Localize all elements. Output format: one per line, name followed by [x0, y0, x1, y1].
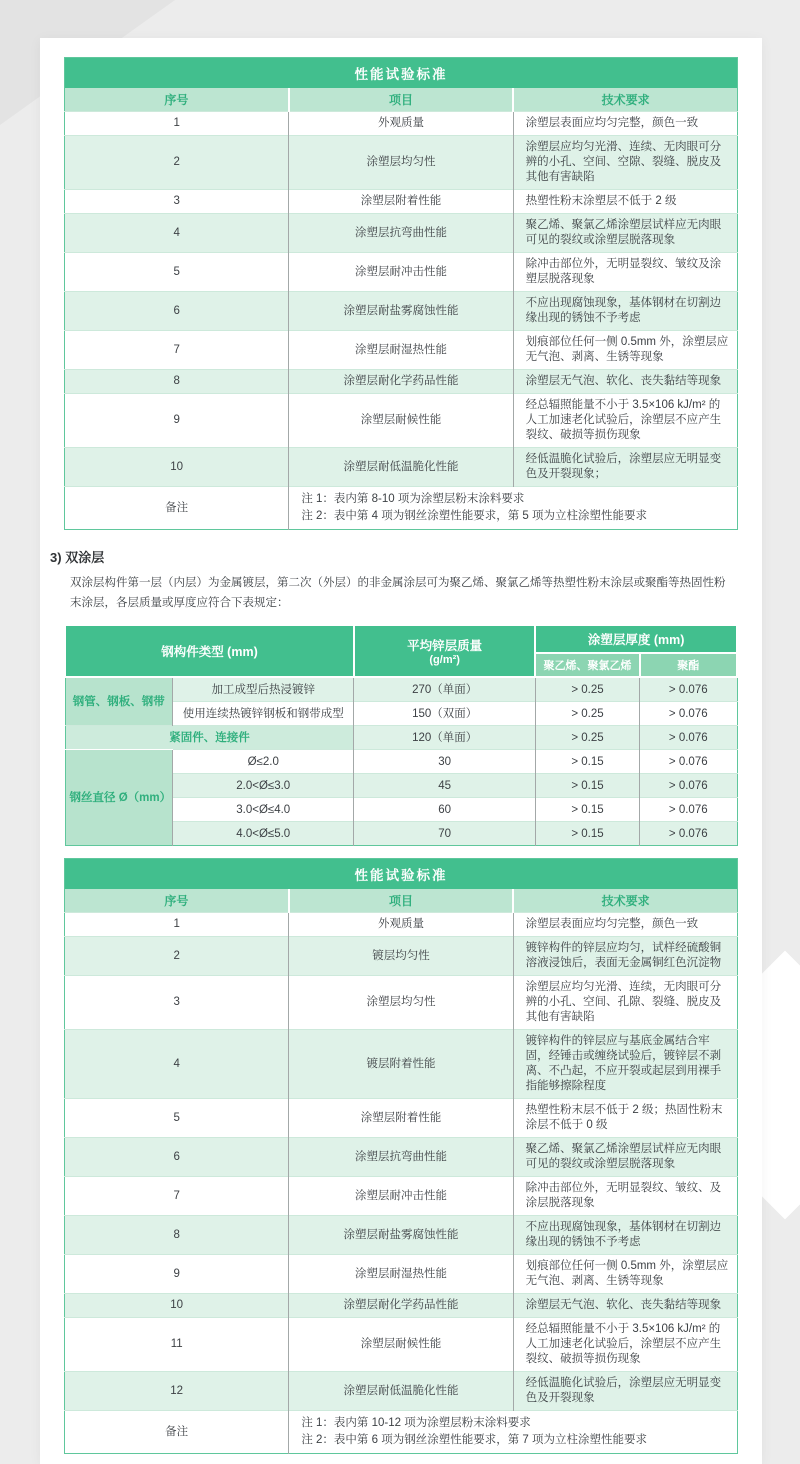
row-requirement: 热塑性粉末层不低于 2 级；热固性粉末涂层不低于 0 级 [513, 1099, 737, 1138]
row-number: 1 [65, 913, 289, 937]
group-label-wire-diameter: 钢丝直径 Ø（mm） [65, 750, 173, 846]
group-label-steel-pipe: 钢管、钢板、钢带 [65, 677, 173, 726]
row-requirement: 涂塑层无气泡、软化、丧失黏结等现象 [513, 370, 737, 394]
row-item: 外观质量 [289, 913, 513, 937]
spec-cell: > 0.15 [535, 822, 639, 846]
row-requirement: 不应出现腐蚀现象，基体钢材在切割边缘出现的锈蚀不予考虑 [513, 292, 737, 331]
column-header-no: 序号 [65, 88, 289, 112]
spec-cell: 45 [354, 774, 535, 798]
row-item: 涂塑层耐湿热性能 [289, 331, 513, 370]
spec-cell: > 0.15 [535, 798, 639, 822]
table-row [65, 214, 738, 253]
subheader-pe-pvc: 聚乙烯、聚氯乙烯 [535, 653, 639, 677]
table-row [65, 1318, 738, 1372]
row-number: 3 [65, 190, 289, 214]
table-row [65, 448, 738, 487]
spec-row [65, 750, 737, 774]
table-row [65, 136, 738, 190]
row-number: 12 [65, 1372, 289, 1411]
row-number: 1 [65, 112, 289, 136]
spec-cell: 4.0<Ø≤5.0 [173, 822, 354, 846]
row-item: 涂塑层均匀性 [289, 136, 513, 190]
spec-cell: 加工成型后热浸镀锌 [173, 677, 354, 702]
spec-cell: > 0.076 [640, 677, 737, 702]
notes-cell [289, 1411, 738, 1454]
table-row [65, 1216, 738, 1255]
row-item: 涂塑层耐化学药品性能 [289, 370, 513, 394]
row-item: 涂塑层抗弯曲性能 [289, 214, 513, 253]
table-row [65, 913, 738, 937]
note-line-1: 注 1：表内第 10-12 项为涂塑层粉末涂料要求 [301, 1417, 531, 1430]
column-header-item: 项目 [289, 889, 513, 913]
spec-cell: 使用连续热镀锌钢板和钢带成型 [173, 702, 354, 726]
notes-row [65, 1411, 738, 1454]
row-requirement: 经总辐照能量不小于 3.5×106 kJ/m² 的人工加速老化试验后，涂塑层不应产生裂纹、破损等损伤现象 [513, 394, 737, 448]
table-title-row [65, 859, 738, 890]
row-item: 涂塑层附着性能 [289, 190, 513, 214]
row-item: 涂塑层耐化学药品性能 [289, 1294, 513, 1318]
row-item: 涂塑层耐低温脆化性能 [289, 448, 513, 487]
spec-cell: > 0.25 [535, 702, 639, 726]
note-line-2: 注 2：表中第 4 项为钢丝涂塑性能要求，第 5 项为立柱涂塑性能要求 [301, 510, 647, 522]
spec-cell: > 0.076 [640, 798, 737, 822]
row-requirement: 热塑性粉末涂塑层不低于 2 级 [513, 190, 737, 214]
table-title: 性能试验标准 [65, 58, 738, 89]
row-requirement: 涂塑层应均匀光滑、连续，无肉眼可分辨的小孔、空间、孔隙、裂缝、脱皮及其他有害缺陷 [513, 976, 737, 1030]
table-row [65, 292, 738, 331]
row-number: 2 [65, 136, 289, 190]
fastener-label: 紧固件、连接件 [65, 726, 354, 750]
row-number: 7 [65, 331, 289, 370]
spec-cell: > 0.25 [535, 726, 639, 750]
header-coating-thickness: 涂塑层厚度 (mm) [535, 625, 737, 653]
notes-cell [289, 487, 738, 530]
note-line-2: 注 2：表中第 6 项为钢丝涂塑性能要求，第 7 项为立柱涂塑性能要求 [301, 1434, 647, 1447]
row-number: 4 [65, 214, 289, 253]
row-number: 5 [65, 1099, 289, 1138]
table-row [65, 394, 738, 448]
table-header-row [65, 889, 738, 913]
row-requirement: 除冲击部位外，无明显裂纹、皱纹、及涂层脱落现象 [513, 1177, 737, 1216]
row-number: 9 [65, 394, 289, 448]
table-row [65, 370, 738, 394]
row-number: 8 [65, 370, 289, 394]
row-item: 外观质量 [289, 112, 513, 136]
table-row [65, 1177, 738, 1216]
row-requirement: 经低温脆化试验后，涂塑层应无明显变色及开裂现象 [513, 1372, 737, 1411]
spec-cell: 70 [354, 822, 535, 846]
row-number: 10 [65, 1294, 289, 1318]
header-steel-type: 钢构件类型 (mm) [65, 625, 354, 677]
row-requirement: 不应出现腐蚀现象，基体钢材在切割边缘出现的锈蚀不予考虑 [513, 1216, 737, 1255]
table-row [65, 331, 738, 370]
row-requirement: 划痕部位任何一侧 0.5mm 外，涂塑层应无气泡、剥离、生锈等现象 [513, 1255, 737, 1294]
notes-label: 备注 [65, 1411, 289, 1454]
table-row [65, 253, 738, 292]
row-requirement: 经总辐照能量不小于 3.5×106 kJ/m² 的人工加速老化试验后，涂塑层不应产生裂纹、破损等损伤现象 [513, 1318, 737, 1372]
spec-cell: > 0.25 [535, 677, 639, 702]
table-row [65, 937, 738, 976]
subheader-polyester: 聚酯 [640, 653, 737, 677]
section-paragraph: 双涂层构件第一层（内层）为金属镀层，第二次（外层）的非金属涂层可为聚乙烯、聚氯乙烯等热塑性粉末涂层或聚酯等热固性粉末涂层，各层质量或厚度应符合下表规定： [70, 577, 726, 610]
spec-cell: > 0.15 [535, 774, 639, 798]
document-page [40, 38, 762, 1464]
table-row [65, 190, 738, 214]
table-row [65, 1255, 738, 1294]
spec-cell: > 0.076 [640, 774, 737, 798]
row-item: 涂塑层耐湿热性能 [289, 1255, 513, 1294]
row-item: 镀层附着性能 [289, 1030, 513, 1099]
row-requirement: 镀锌构件的锌层应均匀，试样经硫酸铜溶液浸蚀后，表面无金属铜红色沉淀物 [513, 937, 737, 976]
spec-cell: 30 [354, 750, 535, 774]
row-item: 涂塑层耐候性能 [289, 394, 513, 448]
header-zinc-mass-line2: (g/m²) [429, 654, 460, 667]
column-header-requirement: 技术要求 [513, 88, 737, 112]
column-header-item: 项目 [289, 88, 513, 112]
spec-row-fasteners [65, 726, 737, 750]
header-zinc-mass-line1: 平均锌层质量 [407, 639, 483, 654]
performance-test-table-2 [64, 858, 738, 1454]
performance-test-table-1 [64, 57, 738, 530]
row-requirement: 涂塑层表面应均匀完整，颜色一致 [513, 112, 737, 136]
spec-cell: 150（双面） [354, 702, 535, 726]
row-requirement: 聚乙烯、聚氯乙烯涂塑层试样应无肉眼可见的裂纹或涂塑层脱落现象 [513, 1138, 737, 1177]
row-number: 7 [65, 1177, 289, 1216]
table-title-row [65, 58, 738, 89]
row-number: 2 [65, 937, 289, 976]
row-item: 涂塑层耐冲击性能 [289, 253, 513, 292]
row-requirement: 涂塑层应均匀光滑、连续、无肉眼可分辨的小孔、空间、空隙、裂缝、脱皮及其他有害缺陷 [513, 136, 737, 190]
row-item: 涂塑层耐候性能 [289, 1318, 513, 1372]
spec-cell: 120（单面） [354, 726, 535, 750]
spec-cell: 270（单面） [354, 677, 535, 702]
notes-row [65, 487, 738, 530]
note-line-1: 注 1：表内第 8-10 项为涂塑层粉末涂料要求 [301, 493, 525, 505]
table-row [65, 1372, 738, 1411]
row-number: 3 [65, 976, 289, 1030]
spec-cell: 60 [354, 798, 535, 822]
header-zinc-mass [354, 625, 535, 677]
table-row [65, 976, 738, 1030]
row-requirement: 经低温脆化试验后，涂塑层应无明显变色及开裂现象； [513, 448, 737, 487]
coating-spec-table [64, 624, 738, 846]
column-header-no: 序号 [65, 889, 289, 913]
row-number: 5 [65, 253, 289, 292]
row-number: 6 [65, 1138, 289, 1177]
spec-cell: 3.0<Ø≤4.0 [173, 798, 354, 822]
row-item: 镀层均匀性 [289, 937, 513, 976]
table-row [65, 1138, 738, 1177]
row-requirement: 除冲击部位外，无明显裂纹、皱纹及涂塑层脱落现象 [513, 253, 737, 292]
row-requirement: 镀锌构件的锌层应与基底金属结合牢固，经锤击或缠绕试验后，镀锌层不剥离、不凸起，不应开裂或起层到用裸手指能够擦除程度 [513, 1030, 737, 1099]
table-row [65, 112, 738, 136]
spec-row [65, 677, 737, 702]
row-requirement: 聚乙烯、聚氯乙烯涂塑层试样应无肉眼可见的裂纹或涂塑层脱落现象 [513, 214, 737, 253]
spec-cell: > 0.076 [640, 702, 737, 726]
table-title: 性能试验标准 [65, 859, 738, 890]
row-number: 11 [65, 1318, 289, 1372]
notes-label: 备注 [65, 487, 289, 530]
row-number: 9 [65, 1255, 289, 1294]
spec-cell: 2.0<Ø≤3.0 [173, 774, 354, 798]
row-requirement: 划痕部位任何一侧 0.5mm 外，涂塑层应无气泡、剥离、生锈等现象 [513, 331, 737, 370]
row-item: 涂塑层耐冲击性能 [289, 1177, 513, 1216]
spec-cell: Ø≤2.0 [173, 750, 354, 774]
row-item: 涂塑层抗弯曲性能 [289, 1138, 513, 1177]
spec-cell: > 0.15 [535, 750, 639, 774]
table-header-row [65, 88, 738, 112]
column-header-requirement: 技术要求 [513, 889, 737, 913]
spec-cell: > 0.076 [640, 750, 737, 774]
row-requirement: 涂塑层表面应均匀完整，颜色一致 [513, 913, 737, 937]
row-item: 涂塑层附着性能 [289, 1099, 513, 1138]
row-item: 涂塑层耐盐雾腐蚀性能 [289, 292, 513, 331]
row-number: 4 [65, 1030, 289, 1099]
row-number: 8 [65, 1216, 289, 1255]
table-row [65, 1030, 738, 1099]
row-requirement: 涂塑层无气泡、软化、丧失黏结等现象 [513, 1294, 737, 1318]
row-number: 10 [65, 448, 289, 487]
table-row [65, 1099, 738, 1138]
section-number: 3) [50, 550, 62, 565]
spec-cell: > 0.076 [640, 726, 737, 750]
spec-cell: > 0.076 [640, 822, 737, 846]
row-item: 涂塑层耐盐雾腐蚀性能 [289, 1216, 513, 1255]
row-item: 涂塑层均匀性 [289, 976, 513, 1030]
row-item: 涂塑层耐低温脆化性能 [289, 1372, 513, 1411]
table-row [65, 1294, 738, 1318]
section-heading [50, 547, 738, 566]
section-title: 双涂层 [65, 550, 105, 565]
row-number: 6 [65, 292, 289, 331]
spec-header-row-1 [65, 625, 737, 653]
